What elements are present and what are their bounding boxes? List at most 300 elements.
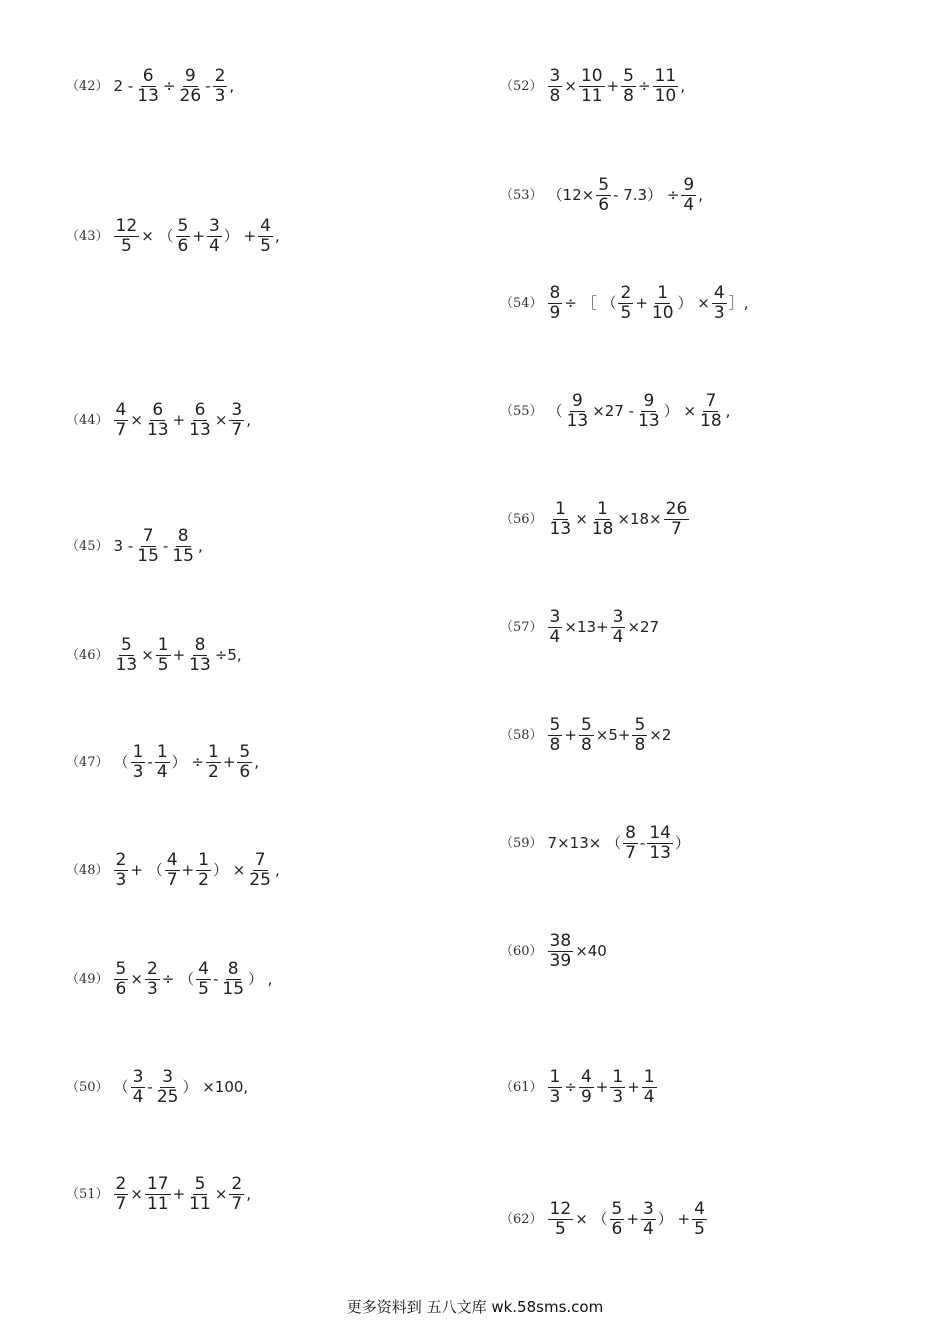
fraction-numerator: 11 xyxy=(654,66,677,86)
problem-number: （56） xyxy=(500,512,543,527)
operator-text: ） + xyxy=(223,227,257,245)
fraction xyxy=(641,1201,656,1238)
fraction xyxy=(237,744,252,781)
fraction xyxy=(196,961,211,998)
fraction xyxy=(621,68,636,105)
fraction-numerator: 1 xyxy=(549,1067,561,1087)
fraction-denominator: 5 xyxy=(198,979,209,999)
problem-47 xyxy=(66,744,260,781)
operator-text: - xyxy=(147,1078,153,1096)
fraction-denominator: 10 xyxy=(651,303,674,323)
fraction-denominator: 13 xyxy=(146,420,169,440)
fraction xyxy=(610,1069,625,1106)
operator-text: , xyxy=(197,537,203,555)
fraction xyxy=(712,285,727,322)
fraction-denominator: 3 xyxy=(612,1087,624,1107)
problem-number: （60） xyxy=(500,944,543,959)
operator-text: 7×13× （ xyxy=(547,834,622,852)
fraction-denominator: 4 xyxy=(156,762,168,782)
fraction-numerator: 5 xyxy=(623,66,634,86)
fraction xyxy=(623,825,638,862)
operator-text: × xyxy=(214,1185,228,1203)
fraction-numerator: 7 xyxy=(142,526,154,546)
fraction xyxy=(155,744,170,781)
fraction-denominator: 18 xyxy=(591,519,614,539)
problem-52 xyxy=(500,68,686,105)
fraction xyxy=(548,717,563,754)
operator-text: , xyxy=(725,402,731,420)
fraction-denominator: 3 xyxy=(549,1087,561,1107)
operator-text: - xyxy=(162,537,169,555)
fraction xyxy=(611,609,626,646)
fraction xyxy=(135,68,161,105)
fraction-numerator: 9 xyxy=(571,391,583,411)
operator-text: + xyxy=(222,753,236,771)
fraction-numerator: 12 xyxy=(115,216,138,236)
problem-number: （48） xyxy=(66,863,109,878)
fraction-numerator: 3 xyxy=(549,66,561,86)
fraction xyxy=(618,285,633,322)
fraction-numerator: 7 xyxy=(705,391,717,411)
fraction-denominator: 5 xyxy=(554,1219,566,1239)
problem-57 xyxy=(500,609,660,646)
fraction-denominator: 7 xyxy=(166,870,178,890)
operator-text: （ xyxy=(113,753,129,771)
fraction xyxy=(610,1201,625,1238)
fraction xyxy=(229,1176,244,1213)
operator-text: ×27 xyxy=(627,618,660,636)
fraction xyxy=(579,717,594,754)
operator-text: , xyxy=(274,227,280,245)
fraction xyxy=(145,1176,171,1213)
fraction-denominator: 26 xyxy=(179,86,202,106)
operator-text: ÷ xyxy=(564,1078,577,1096)
operator-text: × xyxy=(130,1185,143,1203)
problem-number: （58） xyxy=(500,728,543,743)
fraction xyxy=(176,218,191,255)
operator-text: ×2 xyxy=(649,726,672,744)
fraction-denominator: 13 xyxy=(189,655,211,675)
fraction xyxy=(664,501,690,538)
fraction-denominator: 11 xyxy=(189,1194,211,1214)
fraction-denominator: 3 xyxy=(214,86,226,106)
fraction-denominator: 8 xyxy=(623,86,634,106)
fraction xyxy=(548,285,563,322)
fraction-denominator: 18 xyxy=(700,411,722,431)
fraction xyxy=(207,218,222,255)
fraction-denominator: 39 xyxy=(549,951,572,971)
fraction xyxy=(170,528,196,565)
fraction-denominator: 4 xyxy=(132,1087,144,1107)
operator-text: ÷ ［ （ xyxy=(564,294,617,312)
fraction-denominator: 7 xyxy=(115,420,127,440)
fraction-denominator: 5 xyxy=(694,1219,705,1239)
operator-text: × xyxy=(141,646,154,664)
fraction xyxy=(247,852,273,889)
operator-text: × xyxy=(214,411,228,429)
fraction xyxy=(636,393,662,430)
operator-text: ×5+ xyxy=(595,726,631,744)
fraction-numerator: 1 xyxy=(198,850,209,870)
operator-text: + xyxy=(564,726,577,744)
operator-text: 3 - xyxy=(113,537,134,555)
fraction-numerator: 8 xyxy=(227,959,239,979)
fraction-denominator: 3 xyxy=(115,870,127,890)
fraction-numerator: 1 xyxy=(207,742,219,762)
operator-text: + xyxy=(192,227,205,245)
fraction xyxy=(548,501,574,538)
problem-58 xyxy=(500,717,672,754)
fraction-denominator: 4 xyxy=(612,627,624,647)
fraction-denominator: 7 xyxy=(231,420,243,440)
fraction xyxy=(548,68,563,105)
fraction-numerator: 4 xyxy=(694,1199,705,1219)
fraction-numerator: 26 xyxy=(665,499,688,519)
fraction-denominator: 10 xyxy=(654,86,677,106)
fraction xyxy=(114,637,140,674)
fraction xyxy=(131,744,146,781)
problem-56 xyxy=(500,501,690,538)
fraction-denominator: 3 xyxy=(132,762,144,782)
fraction xyxy=(114,852,129,889)
fraction-numerator: 2 xyxy=(115,850,127,870)
problem-59 xyxy=(500,825,691,862)
fraction-numerator: 2 xyxy=(115,1174,127,1194)
problem-49 xyxy=(66,961,274,998)
fraction-numerator: 5 xyxy=(177,216,189,236)
problem-43 xyxy=(66,218,281,255)
fraction-numerator: 4 xyxy=(580,1067,592,1087)
fraction-numerator: 3 xyxy=(231,400,243,420)
fraction-denominator: 6 xyxy=(598,195,610,215)
problem-44 xyxy=(66,402,252,439)
fraction-denominator: 13 xyxy=(189,420,211,440)
fraction-denominator: 4 xyxy=(549,627,561,647)
fraction-denominator: 2 xyxy=(207,762,219,782)
operator-text: + xyxy=(181,861,195,879)
operator-text: , xyxy=(680,77,685,95)
operator-text: × xyxy=(130,411,143,429)
fraction-denominator: 6 xyxy=(611,1219,623,1239)
operator-text: ） ÷ xyxy=(171,753,204,771)
fraction xyxy=(548,933,574,970)
operator-text: × xyxy=(575,510,588,528)
fraction xyxy=(647,825,673,862)
fraction-numerator: 4 xyxy=(260,216,271,236)
fraction-denominator: 7 xyxy=(625,843,636,863)
fraction-numerator: 8 xyxy=(177,526,189,546)
fraction-denominator: 7 xyxy=(115,1194,127,1214)
fraction-numerator: 9 xyxy=(683,175,695,195)
problem-53 xyxy=(500,177,704,214)
operator-text: - 7.3） ÷ xyxy=(613,186,680,204)
fraction xyxy=(196,852,211,889)
fraction-denominator: 13 xyxy=(649,843,671,863)
problem-number: （61） xyxy=(500,1080,543,1095)
operator-text: ×18× xyxy=(617,510,662,528)
fraction-denominator: 9 xyxy=(549,303,561,323)
fraction xyxy=(548,1201,574,1238)
operator-text: - xyxy=(205,77,211,95)
fraction xyxy=(548,609,563,646)
fraction xyxy=(187,637,213,674)
problem-number: （59） xyxy=(500,836,543,851)
operator-text: × （ xyxy=(141,227,174,245)
fraction-numerator: 17 xyxy=(146,1174,169,1194)
problem-number: （44） xyxy=(66,413,109,428)
problem-50 xyxy=(66,1069,249,1106)
fraction-numerator: 9 xyxy=(184,66,196,86)
fraction xyxy=(590,501,616,538)
fraction xyxy=(114,1176,129,1213)
fraction xyxy=(131,1069,146,1106)
fraction-numerator: 6 xyxy=(142,66,154,86)
operator-text: + xyxy=(635,294,648,312)
operator-text: + xyxy=(627,1078,640,1096)
fraction-numerator: 3 xyxy=(162,1067,174,1087)
problem-number: （62） xyxy=(500,1212,543,1227)
fraction-numerator: 4 xyxy=(166,850,178,870)
fraction-numerator: 10 xyxy=(580,66,603,86)
fraction xyxy=(681,177,696,214)
fraction-denominator: 13 xyxy=(549,519,572,539)
problem-62 xyxy=(500,1201,708,1238)
operator-text: , xyxy=(246,1185,251,1203)
fraction-denominator: 6 xyxy=(239,762,251,782)
fraction-numerator: 5 xyxy=(115,959,127,979)
fraction xyxy=(653,68,679,105)
problem-number: （55） xyxy=(500,404,543,419)
fraction xyxy=(206,744,221,781)
fraction xyxy=(632,717,647,754)
fraction xyxy=(187,402,213,439)
fraction-denominator: 25 xyxy=(156,1087,179,1107)
fraction xyxy=(642,1069,657,1106)
fraction xyxy=(165,852,180,889)
fraction-denominator: 7 xyxy=(231,1194,243,1214)
fraction-numerator: 1 xyxy=(132,742,144,762)
fraction-numerator: 2 xyxy=(231,1174,243,1194)
fraction-denominator: 8 xyxy=(549,735,561,755)
problem-45 xyxy=(66,528,204,565)
fraction-denominator: 5 xyxy=(260,236,271,256)
problem-number: （51） xyxy=(66,1187,109,1202)
fraction-numerator: 1 xyxy=(643,1067,655,1087)
problem-number: （45） xyxy=(66,539,109,554)
fraction-numerator: 8 xyxy=(194,635,206,655)
operator-text: + xyxy=(172,411,186,429)
operator-text: ） ×100, xyxy=(182,1078,249,1096)
fraction xyxy=(145,402,171,439)
operator-text: + xyxy=(626,1210,639,1228)
fraction-denominator: 8 xyxy=(634,735,646,755)
operator-text: （12× xyxy=(547,186,595,204)
operator-text: ） , xyxy=(248,970,273,988)
problem-number: （50） xyxy=(66,1080,109,1095)
fraction-numerator: 5 xyxy=(239,742,251,762)
problem-54 xyxy=(500,285,749,322)
operator-text: （ xyxy=(113,1078,129,1096)
problem-61 xyxy=(500,1069,658,1106)
operator-text: ×27 - xyxy=(592,402,635,420)
fraction-numerator: 2 xyxy=(146,959,158,979)
fraction-numerator: 3 xyxy=(132,1067,144,1087)
fraction-numerator: 5 xyxy=(634,715,646,735)
fraction xyxy=(692,1201,707,1238)
fraction-denominator: 9 xyxy=(580,1087,592,1107)
fraction-numerator: 5 xyxy=(549,715,561,735)
fraction-denominator: 13 xyxy=(115,655,138,675)
fraction-numerator: 4 xyxy=(115,400,127,420)
operator-text: ） × xyxy=(663,402,697,420)
fraction-denominator: 13 xyxy=(566,411,589,431)
fraction xyxy=(178,68,204,105)
operator-text: , xyxy=(698,186,704,204)
fraction-numerator: 1 xyxy=(156,742,168,762)
operator-text: + xyxy=(595,1078,609,1096)
fraction-numerator: 6 xyxy=(152,400,164,420)
problem-number: （57） xyxy=(500,620,543,635)
fraction-numerator: 1 xyxy=(597,499,608,519)
problem-number: （53） xyxy=(500,188,543,203)
fraction xyxy=(145,961,160,998)
operator-text: + xyxy=(172,1185,186,1203)
fraction xyxy=(213,68,228,105)
fraction-numerator: 1 xyxy=(612,1067,624,1087)
fraction-denominator: 4 xyxy=(643,1087,655,1107)
operator-text: ÷ （ xyxy=(161,970,195,988)
operator-text: ×13+ xyxy=(564,618,609,636)
fraction-denominator: 6 xyxy=(177,236,189,256)
fraction xyxy=(650,285,676,322)
fraction-denominator: 6 xyxy=(115,979,127,999)
fraction-numerator: 3 xyxy=(612,607,624,627)
operator-text: ÷5, xyxy=(214,646,242,664)
fraction-numerator: 3 xyxy=(208,216,220,236)
fraction-numerator: 38 xyxy=(549,931,572,951)
fraction-numerator: 3 xyxy=(642,1199,654,1219)
fraction xyxy=(698,393,724,430)
fraction xyxy=(596,177,611,214)
fraction-numerator: 12 xyxy=(549,1199,572,1219)
operator-text: + （ xyxy=(130,861,163,879)
fraction-numerator: 2 xyxy=(620,283,632,303)
operator-text: （ xyxy=(547,402,563,420)
fraction xyxy=(135,528,161,565)
fraction-numerator: 5 xyxy=(194,1174,206,1194)
operator-text: - xyxy=(212,970,219,988)
fraction-denominator: 3 xyxy=(713,303,725,323)
problem-number: （54） xyxy=(500,296,543,311)
fraction-denominator: 11 xyxy=(146,1194,169,1214)
fraction-numerator: 14 xyxy=(649,823,671,843)
operator-text: × （ xyxy=(575,1210,608,1228)
fraction xyxy=(114,402,129,439)
operator-text: , xyxy=(229,77,235,95)
problem-number: （52） xyxy=(500,79,543,94)
fraction-denominator: 5 xyxy=(120,236,132,256)
fraction-denominator: 2 xyxy=(198,870,209,890)
fraction-numerator: 4 xyxy=(198,959,209,979)
footer-watermark-text: 更多资料到 五八文库 wk.58sms.com xyxy=(346,1298,604,1316)
operator-text: ÷ xyxy=(638,77,651,95)
fraction xyxy=(187,1176,213,1213)
operator-text: + xyxy=(172,646,186,664)
fraction-numerator: 8 xyxy=(549,283,561,303)
fraction xyxy=(258,218,273,255)
fraction-denominator: 3 xyxy=(146,979,158,999)
fraction-denominator: 8 xyxy=(580,735,592,755)
problem-46 xyxy=(66,637,243,674)
problem-48 xyxy=(66,852,281,889)
fraction-denominator: 5 xyxy=(157,655,169,675)
fraction xyxy=(579,68,605,105)
fraction-numerator: 5 xyxy=(580,715,592,735)
operator-text: ） × xyxy=(677,294,710,312)
operator-text: , xyxy=(254,753,259,771)
fraction-denominator: 11 xyxy=(580,86,603,106)
operator-text: ］, xyxy=(728,294,749,312)
fraction-denominator: 5 xyxy=(620,303,632,323)
operator-text: , xyxy=(246,411,251,429)
operator-text: + xyxy=(606,77,620,95)
fraction-denominator: 13 xyxy=(638,411,660,431)
fraction-denominator: 4 xyxy=(208,236,220,256)
operator-text: × xyxy=(130,970,143,988)
problem-number: （49） xyxy=(66,972,109,987)
fraction xyxy=(114,961,129,998)
fraction-numerator: 9 xyxy=(643,391,655,411)
operator-text: × xyxy=(564,77,577,95)
operator-text: - xyxy=(639,834,646,852)
problem-51 xyxy=(66,1176,252,1213)
operator-text: 2 - xyxy=(113,77,134,95)
fraction-numerator: 2 xyxy=(214,66,226,86)
fraction-denominator: 8 xyxy=(549,86,561,106)
fraction-numerator: 1 xyxy=(657,283,669,303)
fraction-numerator: 1 xyxy=(554,499,566,519)
fraction xyxy=(229,402,244,439)
problem-number: （47） xyxy=(66,755,109,770)
fraction-numerator: 5 xyxy=(598,175,610,195)
fraction xyxy=(156,637,171,674)
fraction xyxy=(220,961,246,998)
fraction xyxy=(565,393,591,430)
fraction-numerator: 8 xyxy=(625,823,636,843)
fraction-denominator: 15 xyxy=(137,546,159,566)
operator-text: ×40 xyxy=(575,942,607,960)
fraction xyxy=(114,218,140,255)
fraction-denominator: 4 xyxy=(683,195,695,215)
fraction-numerator: 3 xyxy=(549,607,561,627)
fraction-numerator: 5 xyxy=(120,635,132,655)
operator-text: - xyxy=(147,753,153,771)
fraction-denominator: 15 xyxy=(222,979,245,999)
fraction-numerator: 7 xyxy=(254,850,266,870)
problem-number: （43） xyxy=(66,229,109,244)
problem-55 xyxy=(500,393,731,430)
fraction-numerator: 6 xyxy=(194,400,206,420)
operator-text: ） × xyxy=(212,861,246,879)
fraction xyxy=(548,1069,563,1106)
operator-text: ÷ xyxy=(162,77,176,95)
fraction xyxy=(579,1069,594,1106)
fraction-denominator: 15 xyxy=(172,546,194,566)
problem-60 xyxy=(500,933,608,970)
operator-text: ） xyxy=(674,834,690,852)
fraction xyxy=(155,1069,181,1106)
fraction-denominator: 13 xyxy=(137,86,159,106)
